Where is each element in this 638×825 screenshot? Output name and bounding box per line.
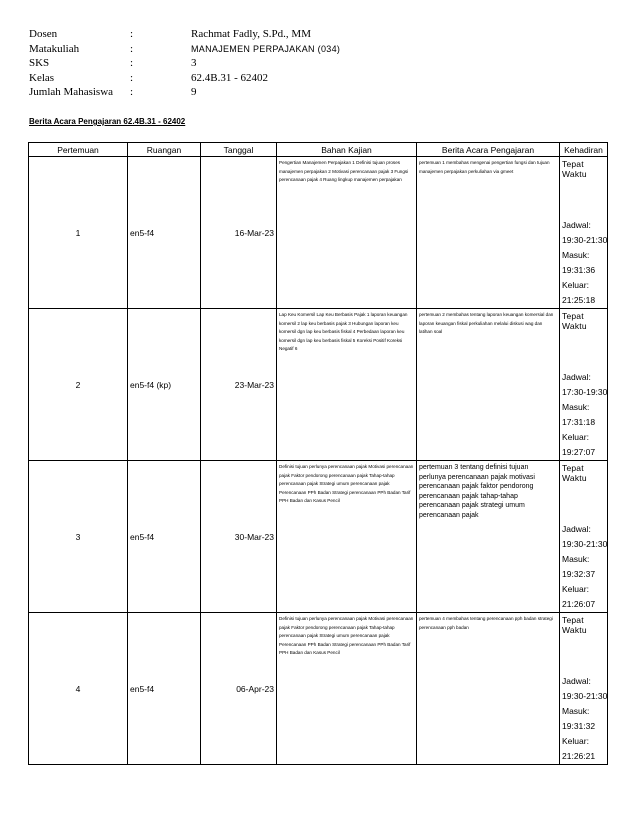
info-label: Matakuliah <box>29 42 80 55</box>
cell-pertemuan: 4 <box>29 613 128 765</box>
cell-tanggal: 23-Mar-23 <box>201 309 277 461</box>
cell-kehadiran <box>560 309 608 461</box>
info-colon: : <box>130 86 134 98</box>
cell-berita-acara: pertemuan 4 membahas tentang perencanaan pph badan strategi perencanaan pph badan <box>417 613 560 765</box>
masuk-value: 19:32:37 <box>562 569 596 579</box>
cell-berita-acara: pertemuan 1 membahas mengenai pengertian fungsi dan tujuan manajemen perpajakan perkuliahan via gmeet <box>417 157 560 309</box>
header-berita-acara: Berita Acara Pengajaran <box>417 143 560 157</box>
info-value-dosen: Rachmat Fadly, S.Pd., MM <box>191 28 311 40</box>
jadwal-label: Jadwal: <box>562 372 591 382</box>
cell-berita-acara: pertemuan 2 membahas tentang laporan keuangan komersial dan laporan keuangan fiskal perkuliahan melalui diskusi wag dan latihan soal <box>417 309 560 461</box>
cell-kehadiran <box>560 613 608 765</box>
table-row <box>29 309 608 461</box>
cell-tanggal: 16-Mar-23 <box>201 157 277 309</box>
jadwal-value: 19:30-21:30 <box>562 235 608 245</box>
masuk-label: Masuk: <box>562 706 590 716</box>
cell-berita-acara: pertemuan 3 tentang definisi tujuan perlunya perencanaan pajak motivasi perencanaan pajak faktor pendorong perencanaan pajak tahap-tahap perencanaan pajak strategi umum perencanaan pajak <box>417 461 560 613</box>
cell-pertemuan: 2 <box>29 309 128 461</box>
cell-kehadiran <box>560 157 608 309</box>
attendance-status: Tepat Waktu <box>562 463 587 483</box>
cell-bahan-kajian: Lap Keu Komersil Lap Keu Berbasis Pajak 1 laporan keuangan komersil 2 lap keu berbasis pajak 3 Hubungan laporan keu komersil dgn lap keu berbasis fiskal 4 Perbedaan laporan keu komersil dgn lap keu berbasis fiskal 5 Koreksi Positif Koreksi Negatif 6 <box>277 309 417 461</box>
header-bahan-kajian: Bahan Kajian <box>277 143 417 157</box>
table-row <box>29 613 608 765</box>
jadwal-label: Jadwal: <box>562 524 591 534</box>
keluar-label: Keluar: <box>562 736 589 746</box>
keluar-value: 19:27:07 <box>562 447 596 457</box>
info-label: SKS <box>29 57 50 69</box>
cell-tanggal: 30-Mar-23 <box>201 461 277 613</box>
cell-ruangan: en5-f4 <box>128 157 201 309</box>
section-title: Berita Acara Pengajaran 62.4B.31 - 62402 <box>29 117 186 126</box>
header-tanggal: Tanggal <box>201 143 277 157</box>
attendance-status: Tepat Waktu <box>562 311 587 331</box>
cell-bahan-kajian: Definisi tujuan perlunya perencanaan pajak Motivasi perencanaan pajak Faktor pendorong perencanaan pajak Tahap-tahap perencanaan pajak Strategi umum perencanaan pajak Perencanaan PPh Badan Strategi perencanaan PPh Badan Tarif PPH Badan dan Kasus Pencil <box>277 461 417 613</box>
masuk-value: 19:31:32 <box>562 721 596 731</box>
info-label: Jumlah Mahasiswa <box>29 86 114 98</box>
cell-pertemuan: 3 <box>29 461 128 613</box>
cell-ruangan: en5-f4 <box>128 613 201 765</box>
header-pertemuan: Pertemuan <box>29 143 128 157</box>
table-row <box>29 461 608 613</box>
keluar-label: Keluar: <box>562 584 589 594</box>
keluar-value: 21:26:21 <box>562 751 596 761</box>
info-colon: : <box>130 42 134 55</box>
cell-tanggal: 06-Apr-23 <box>201 613 277 765</box>
info-colon: : <box>130 28 134 40</box>
jadwal-label: Jadwal: <box>562 220 591 230</box>
keluar-label: Keluar: <box>562 280 589 290</box>
jadwal-label: Jadwal: <box>562 676 591 686</box>
jadwal-value: 17:30-19:30 <box>562 387 608 397</box>
masuk-value: 17:31:18 <box>562 417 596 427</box>
cell-ruangan: en5-f4 (kp) <box>128 309 201 461</box>
cell-bahan-kajian: Definisi tujuan perlunya perencanaan pajak Motivasi perencanaan pajak Faktor pendorong perencanaan pajak Tahap-tahap perencanaan pajak Strategi umum perencanaan pajak Perencanaan PPh Badan Strategi perencanaan PPh Badan Tarif PPH Badan dan Kasus Pencil <box>277 613 417 765</box>
masuk-label: Masuk: <box>562 250 590 260</box>
table-header-row <box>29 143 608 157</box>
keluar-value: 21:25:18 <box>562 295 596 305</box>
table-row <box>29 157 608 309</box>
info-value-matakuliah: MANAJEMEN PERPAJAKAN (034) <box>191 43 341 54</box>
attendance-status: Tepat Waktu <box>562 159 587 179</box>
jadwal-value: 19:30-21:30 <box>562 691 608 701</box>
jadwal-value: 19:30-21:30 <box>562 539 608 549</box>
info-label: Kelas <box>29 71 55 84</box>
cell-pertemuan: 1 <box>29 157 128 309</box>
info-value-kelas: 62.4B.31 - 62402 <box>191 71 268 84</box>
masuk-value: 19:31:36 <box>562 265 596 275</box>
keluar-label: Keluar: <box>562 432 589 442</box>
masuk-label: Masuk: <box>562 402 590 412</box>
attendance-status: Tepat Waktu <box>562 615 587 635</box>
masuk-label: Masuk: <box>562 554 590 564</box>
info-colon: : <box>130 57 134 69</box>
info-label: Dosen <box>29 28 58 40</box>
cell-bahan-kajian: Pengertian Manajemen Perpajakan 1 Definisi tujuan proses manajemen perpajakan 2 Motivasi perencanaan pajak 3 Fungsi perencanaan pajak 4 Ruang lingkup manajemen perpajakan <box>277 157 417 309</box>
header-kehadiran: Kehadiran <box>560 143 608 157</box>
cell-ruangan: en5-f4 <box>128 461 201 613</box>
info-value-jumlah-mahasiswa: 9 <box>191 86 197 98</box>
cell-kehadiran <box>560 461 608 613</box>
info-colon: : <box>130 71 134 84</box>
info-value-sks: 3 <box>191 57 197 69</box>
attendance-table <box>28 142 608 765</box>
header-ruangan: Ruangan <box>128 143 201 157</box>
keluar-value: 21:26:07 <box>562 599 596 609</box>
